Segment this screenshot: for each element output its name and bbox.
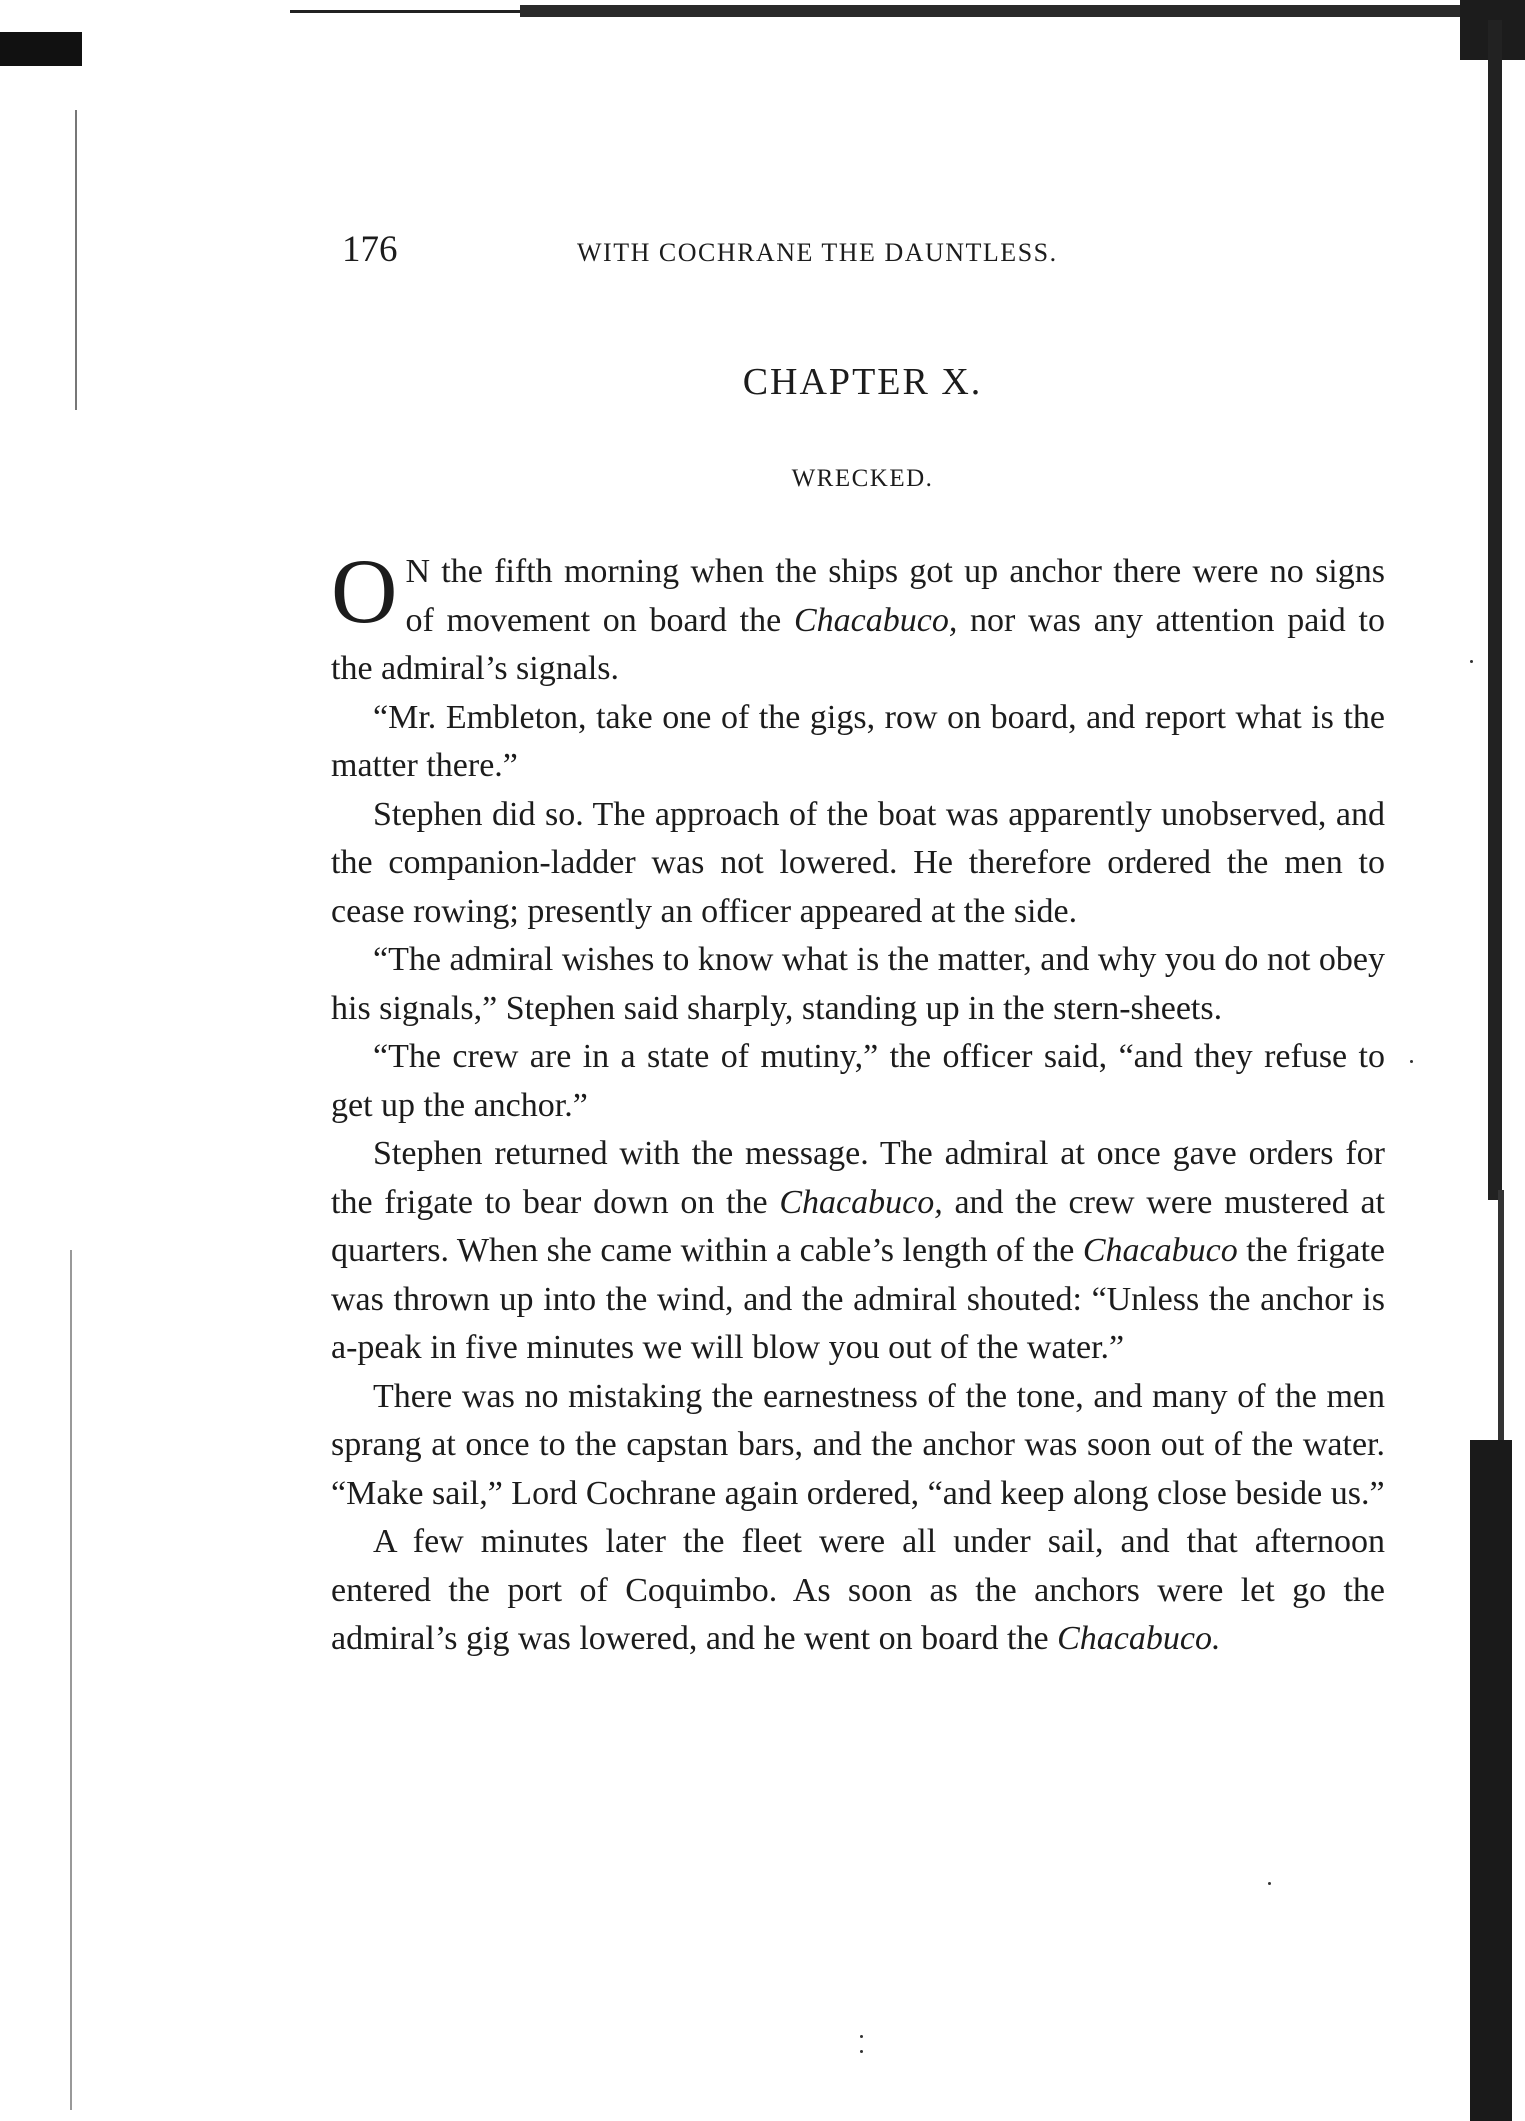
running-head: WITH COCHRANE THE DAUNTLESS. — [577, 238, 1058, 267]
paragraph-text: “The admiral wishes to know what is the matter, and why you do not obey his signals,” Stephen said sharply, standing up in the stern-sheets. — [331, 941, 1385, 1027]
print-speck — [1268, 1882, 1271, 1885]
paragraph-text: “Mr. Embleton, take one of the gigs, row on board, and report what is the matter there.” — [331, 698, 1385, 784]
paragraph — [331, 540, 1385, 694]
paragraph-text: There was no mistaking the earnestness of the tone, and many of the men sprang at once to the capstan bars, and the anchor was soon out of the water. “Make sail,” Lord Cochrane again ordered, “and keep along close beside us.” — [331, 1377, 1385, 1512]
ship-name: Chacabuco, — [779, 1183, 943, 1221]
left-edge-tab — [0, 32, 82, 66]
paragraph-text: “The crew are in a state of mutiny,” the officer said, “and they refuse to get up the anchor.” — [331, 1038, 1385, 1124]
page-number: 176 — [342, 229, 398, 270]
top-border-bar — [520, 5, 1480, 17]
paragraph — [331, 791, 1385, 937]
chapter-subtitle: WRECKED. — [791, 465, 934, 492]
paragraph-text: A few minutes later the fleet were all under sail, and that afternoon entered the port of Coquimbo. As soon as the anchors were let go the admiral’s gig was lowered, and he went on board the — [331, 1523, 1385, 1657]
ship-name: Chacabuco. — [1057, 1620, 1221, 1657]
paragraph — [331, 1130, 1385, 1373]
print-speck — [1410, 1060, 1413, 1063]
right-edge-bar-mid — [1498, 1190, 1504, 1450]
page-header — [342, 228, 1392, 288]
print-speck — [860, 2035, 863, 2038]
paragraph-text: Stephen returned with the message. The admiral at once gave orders for the frigate to bear down on the — [331, 1135, 1385, 1221]
paragraph — [331, 694, 1385, 791]
paragraph — [331, 936, 1385, 1033]
chapter-title: CHAPTER X. — [742, 361, 983, 403]
body-text — [331, 540, 1385, 1664]
paragraph-text: Stephen did so. The approach of the boat was apparently unobserved, and the companion-ladder was not lowered. He therefore ordered the men to cease rowing; presently an officer appeared at the side. — [331, 795, 1385, 930]
paragraph — [331, 1033, 1385, 1130]
paragraph-text: the frigate was thrown up into the wind, and the admiral shouted: “Unless the anchor is a-peak in five minutes we will blow you out of the water.” — [331, 1232, 1385, 1366]
right-edge-binding — [1470, 1440, 1512, 2121]
drop-cap: O — [331, 540, 398, 642]
ship-name: Chacabuco — [1082, 1232, 1238, 1269]
paragraph-text: and the crew were mustered at quarters. When she came within a cable’s length of the — [331, 1183, 1385, 1269]
right-edge-bar — [1488, 20, 1502, 1200]
print-speck — [860, 2050, 863, 2053]
left-margin-line-lower — [70, 1250, 72, 2110]
paragraph-text: N the fifth morning when the ships got up anchor there were no signs of movement on board the — [405, 553, 1385, 639]
paragraph — [331, 1518, 1385, 1664]
ship-name: Chacabuco, — [793, 601, 958, 639]
print-speck — [1470, 660, 1473, 663]
paragraph-text-tail: nor was any attention paid to the admiral’s signals. — [331, 601, 1385, 687]
paragraph — [331, 1373, 1385, 1519]
